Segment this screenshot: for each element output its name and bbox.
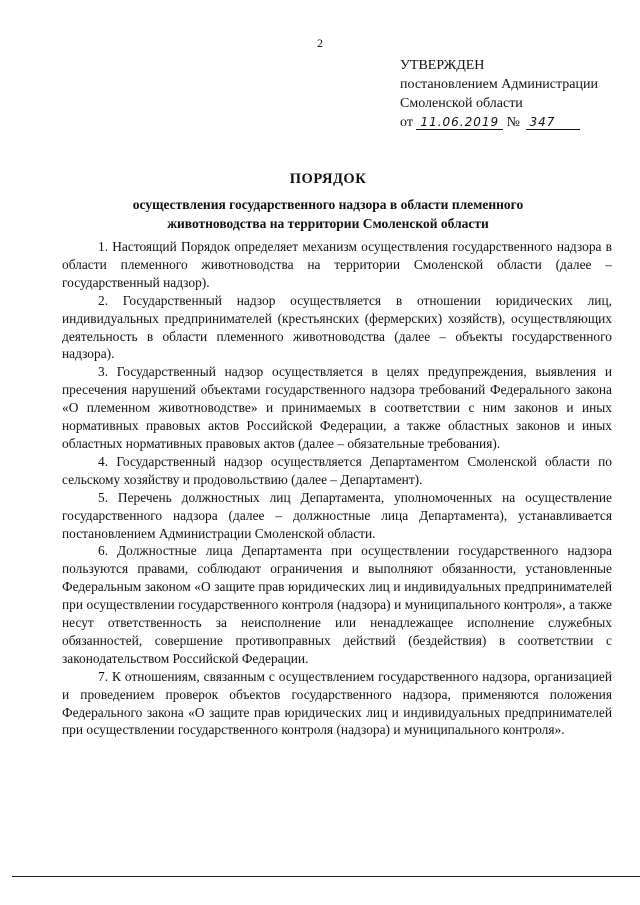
approval-issuer: постановлением Администрации [400, 77, 598, 92]
title-subheading-line1: осуществления государственного надзора в области племенного [132, 197, 524, 212]
page-number: 2 [317, 36, 323, 50]
date-prefix: от [400, 115, 413, 130]
scan-bottom-edge [12, 876, 640, 877]
number-prefix: № [506, 115, 521, 130]
paragraph-6: 6. Должностные лица Департамента при осуществлении государственного надзора пользуются правами, соблюдают ограничения и выполняют обязанности, установленные Федеральным законом «О защите прав юридических лиц и индивидуальных предпринимателей при осуществлении государственного контроля (надзора) и муниципального контроля», а также несут ответственность за неисполнение или ненадлежащее исполнение служебных обязанностей, совершение противоправных действий (бездействия) в соответствии с законодательством Российской Федерации. [62, 543, 612, 666]
handwritten-date: 11.06.2019 [416, 115, 503, 130]
title-heading: ПОРЯДОК [289, 171, 367, 187]
title-subheading-line2: животноводства на территории Смоленской области [167, 216, 489, 231]
approval-date-row [400, 113, 630, 132]
paragraph-2: 2. Государственный надзор осуществляется в отношении юридических лиц, индивидуальных предпринимателей (крестьянских (фермерских) хозяйств), осуществляющих деятельность в области племенного животноводства (далее – объекты государственного надзора). [62, 292, 612, 362]
paragraph-7: 7. К отношениям, связанным с осуществлением государственного надзора, организацией и проведением проверок объектов государственного надзора, применяются положения Федерального закона «О защите прав юридических лиц и индивидуальных предпринимателей при осуществлении государственного контроля (надзора) и муниципального контроля». [62, 668, 612, 738]
paragraph-5: 5. Перечень должностных лиц Департамента, уполномоченных на осуществление государственного надзора (далее – должностные лица Департамента), устанавливается постановлением Администрации Смоленской области. [62, 489, 612, 541]
handwritten-number: 347 [526, 115, 580, 130]
approval-title: УТВЕРЖДЕН [400, 58, 485, 73]
document-body [62, 238, 612, 739]
paragraph-3: 3. Государственный надзор осуществляется в целях предупреждения, выявления и пресечения нарушений объектами государственного надзора требований Федерального закона «О племенном животноводстве» и принимаемых в соответствии с ним законов и иных нормативных правовых актов Российской Федерации, а также областных законов и иных областных нормативных правовых актов (далее – обязательные требования). [62, 364, 612, 451]
paragraph-1: 1. Настоящий Порядок определяет механизм осуществления государственного надзора в области племенного животноводства на территории Смоленской области (далее – государственный надзор). [62, 239, 612, 290]
approval-region: Смоленской области [400, 96, 523, 111]
document-title [64, 170, 592, 233]
approval-stamp [400, 56, 630, 132]
paragraph-4: 4. Государственный надзор осуществляется Департаментом Смоленской области по сельскому хозяйству и продовольствию (далее – Департамент). [62, 453, 612, 487]
